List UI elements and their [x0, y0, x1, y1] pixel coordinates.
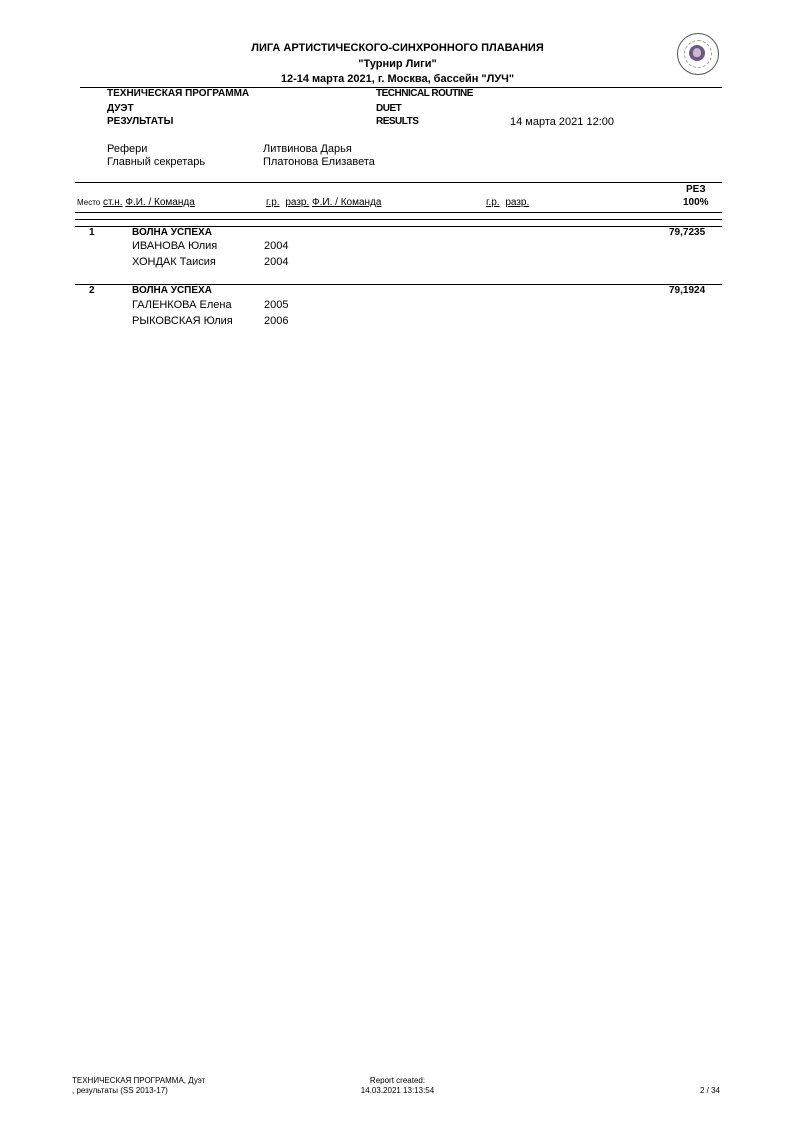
category-ru: ДУЭТ [107, 103, 134, 114]
category-en: DUET [376, 103, 402, 114]
col-name-team: Ф.И. / Команда [125, 197, 195, 208]
col-rank-2: разр. [505, 197, 530, 208]
athlete-name: ГАЛЕНКОВА Елена [132, 299, 232, 311]
columns-bottom-rule [75, 212, 722, 213]
footer-format: , результаты (SS 2013-17) [72, 1086, 168, 1095]
official-role: Главный секретарь [107, 156, 206, 168]
official-name: Литвинова Дарья [263, 143, 352, 155]
team-name: ВОЛНА УСПЕХА [132, 285, 212, 296]
official-role: Рефери [107, 143, 148, 155]
results-ru: РЕЗУЛЬТАТЫ [107, 116, 174, 127]
dates-venue: 12-14 марта 2021, г. Москва, бассейн "ЛУЧ" [280, 73, 515, 85]
event-datetime: 14 марта 2021 12:00 [510, 116, 614, 128]
column-header-row-2 [266, 197, 381, 208]
score: 79,7235 [669, 227, 706, 238]
columns-top-rule [75, 182, 722, 183]
col-year: г.р. [266, 197, 280, 208]
col-start-no: ст.н. [103, 197, 123, 208]
tournament-name: "Турнир Лиги" [358, 58, 437, 70]
col-place: Место [77, 198, 101, 207]
results-en: RESULTS [376, 116, 419, 127]
page-number: 2 / 34 [699, 1086, 720, 1095]
athlete-name: РЫКОВСКАЯ Юлия [132, 315, 233, 327]
birth-year: 2004 [264, 256, 289, 268]
column-header-row [77, 197, 195, 208]
federation-logo-icon [677, 33, 719, 75]
col-year-2: г.р. [486, 197, 500, 208]
columns-bottom-rule-2 [75, 219, 722, 220]
col-rank: разр. [285, 197, 310, 208]
birth-year: 2004 [264, 240, 289, 252]
birth-year: 2005 [264, 299, 289, 311]
program-ru: ТЕХНИЧЕСКАЯ ПРОГРАММА [107, 88, 250, 99]
result-column-pct: 100% [683, 197, 709, 208]
footer-left [72, 1076, 205, 1096]
team-name: ВОЛНА УСПЕХА [132, 227, 212, 238]
report-title: ЛИГА АРТИСТИЧЕСКОГО-СИНХРОННОГО ПЛАВАНИЯ [251, 42, 544, 54]
column-header-row-3 [486, 197, 529, 208]
score: 79,1924 [669, 285, 706, 296]
athlete-name: ИВАНОВА Юлия [132, 240, 218, 252]
footer-center [330, 1076, 465, 1096]
report-created-label: Report created: [369, 1076, 426, 1085]
program-en: TECHNICAL ROUTINE [376, 88, 473, 99]
report-created-time: 14.03.2021 13:13:54 [360, 1086, 435, 1095]
athlete-name: ХОНДАК Таисия [132, 256, 216, 268]
official-name: Платонова Елизавета [263, 156, 375, 168]
result-column-label: РЕЗ [686, 184, 706, 195]
footer-event: ТЕХНИЧЕСКАЯ ПРОГРАММА, Дуэт [72, 1076, 206, 1085]
col-name-team-2: Ф.И. / Команда [312, 197, 382, 208]
place: 2 [89, 285, 95, 296]
birth-year: 2006 [264, 315, 289, 327]
place: 1 [89, 227, 95, 238]
